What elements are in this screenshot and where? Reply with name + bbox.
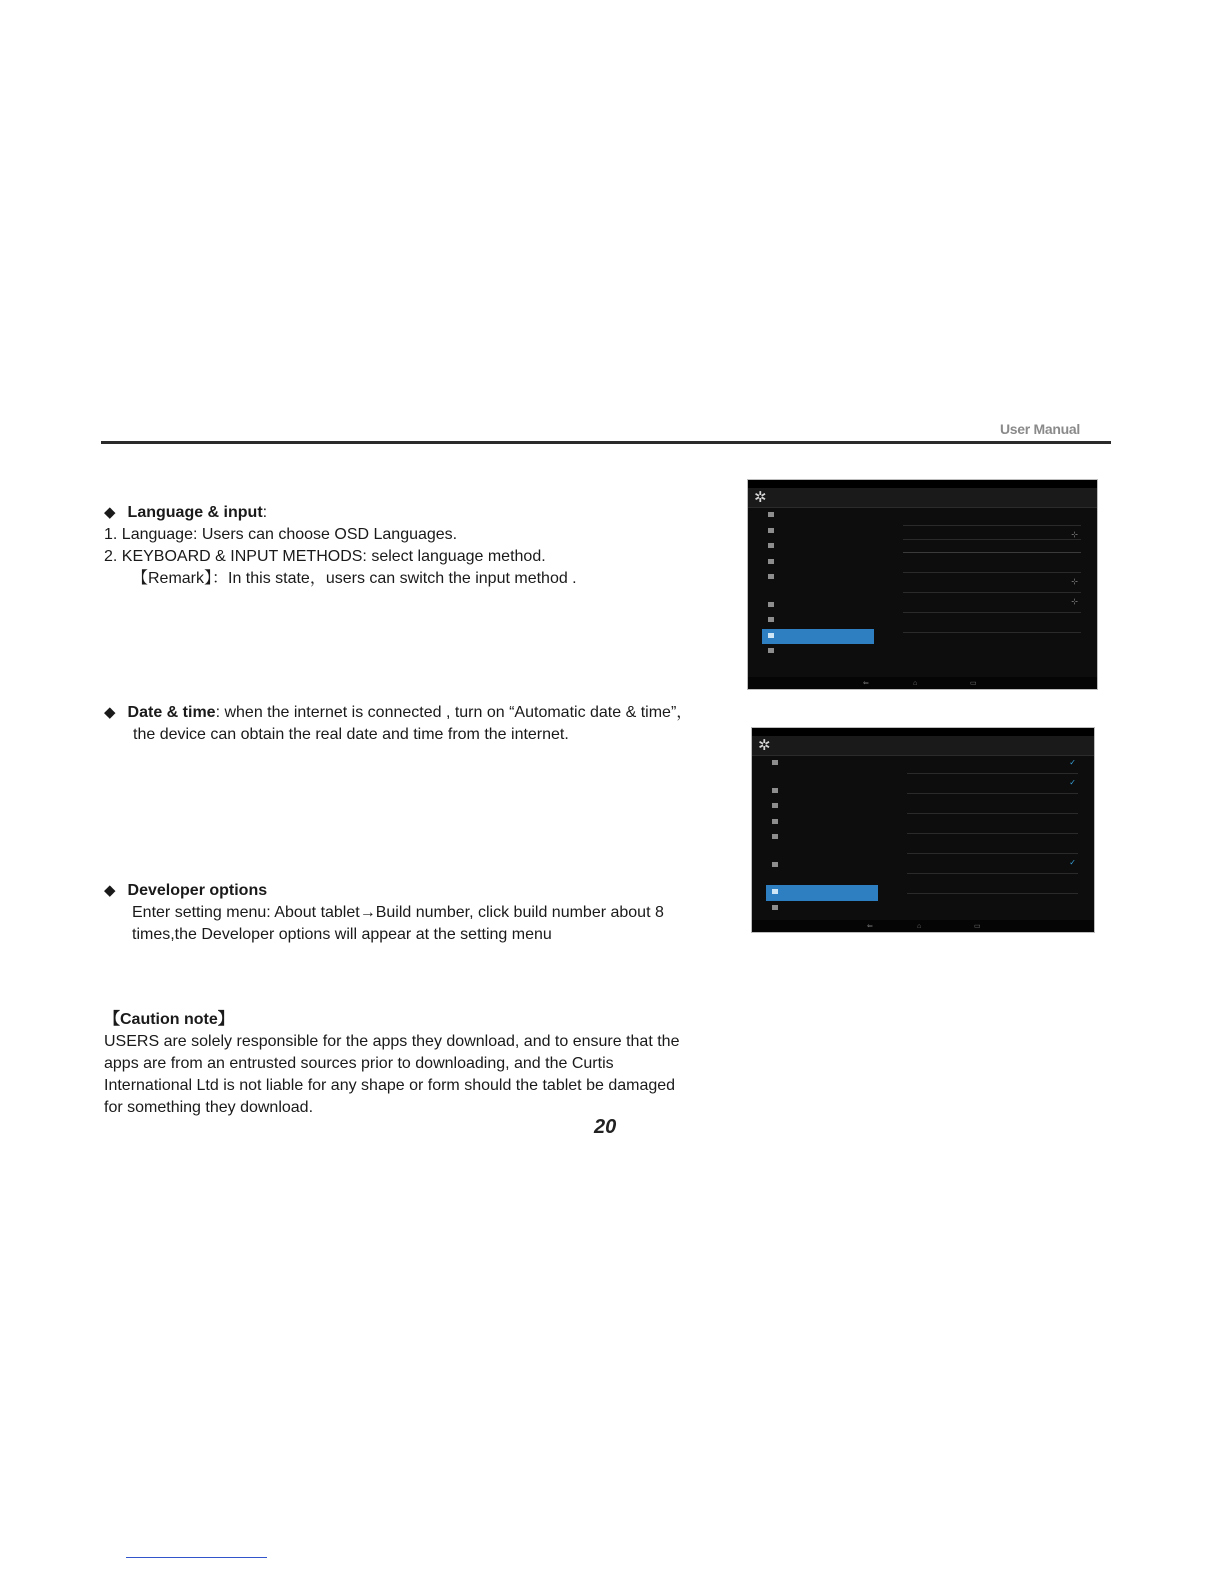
settings-gear-icon: ✲ xyxy=(758,737,771,754)
recent-apps-icon: ▭ xyxy=(970,680,977,687)
home-icon: ⌂ xyxy=(917,923,922,930)
caution-text-2: apps are from an entrusted sources prior to downloading, and the Curtis xyxy=(104,1055,614,1072)
pref-row xyxy=(907,834,1078,854)
menu-item xyxy=(766,815,878,831)
menu-category xyxy=(766,846,878,858)
pref-row xyxy=(907,854,1078,874)
menu-icon xyxy=(768,602,774,607)
bullet-icon: ◆ xyxy=(104,504,116,521)
menu-item xyxy=(762,644,874,660)
back-icon: ⇐ xyxy=(867,923,873,930)
menu-icon xyxy=(772,862,778,867)
pref-summary xyxy=(909,864,1078,870)
section-date xyxy=(104,702,692,746)
status-bar xyxy=(748,480,1097,488)
menu-item xyxy=(762,524,874,540)
menu-category xyxy=(766,772,878,784)
language-remark: 【Remark】：In this state，users can switch the input method . xyxy=(132,570,577,587)
back-icon: ⇐ xyxy=(863,680,869,687)
pref-category xyxy=(903,540,1081,553)
settings-menu xyxy=(762,508,874,660)
pref-row xyxy=(903,553,1081,573)
check-icon: ✓ xyxy=(1069,778,1076,787)
action-bar xyxy=(752,736,1094,756)
menu-item xyxy=(762,555,874,571)
settings-menu xyxy=(766,756,878,916)
nav-bar xyxy=(748,677,1097,689)
menu-icon xyxy=(772,834,778,839)
pref-summary xyxy=(909,824,1078,830)
pref-row xyxy=(907,874,1078,894)
pref-title xyxy=(909,857,1078,864)
pref-title xyxy=(909,777,1078,784)
caution-title: 【Caution note】 xyxy=(104,1011,234,1028)
pref-title xyxy=(909,797,1078,804)
developer-heading xyxy=(104,880,664,902)
bullet-icon: ◆ xyxy=(104,704,116,721)
date-text-1: : when the internet is connected , turn on “Automatic date & time”， xyxy=(215,704,693,721)
pref-summary xyxy=(909,784,1078,790)
pref-title xyxy=(905,576,1081,583)
pref-summary xyxy=(905,583,1081,589)
pref-summary xyxy=(909,884,1078,890)
menu-item xyxy=(766,901,878,917)
menu-item xyxy=(762,508,874,524)
bullet-icon: ◆ xyxy=(104,882,116,899)
screenshot-language-settings xyxy=(748,480,1097,689)
header-rule xyxy=(101,441,1111,444)
menu-icon xyxy=(772,889,778,894)
pref-summary xyxy=(909,764,1078,770)
section-caution xyxy=(104,1009,679,1119)
language-item-2: 2. KEYBOARD & INPUT METHODS: select language method. xyxy=(104,548,546,565)
pref-title xyxy=(905,596,1081,603)
header-label: User Manual xyxy=(1000,421,1080,437)
menu-icon xyxy=(768,617,774,622)
menu-icon xyxy=(768,512,774,517)
menu-item xyxy=(762,613,874,629)
date-line-1 xyxy=(104,702,692,724)
footer-link-underline xyxy=(126,1557,267,1558)
section-developer xyxy=(104,880,664,946)
developer-text-2: times,the Developer options will appear at the setting menu xyxy=(132,926,552,943)
language-item-1: 1. Language: Users can choose OSD Languages. xyxy=(104,526,458,543)
pref-title xyxy=(909,757,1078,764)
settings-icon: ⊹ xyxy=(1071,597,1078,606)
pref-title xyxy=(905,616,1081,623)
settings-detail xyxy=(907,754,1078,894)
pref-row xyxy=(903,526,1081,540)
action-bar xyxy=(748,488,1097,508)
settings-icon: ⊹ xyxy=(1071,577,1078,586)
menu-category xyxy=(766,873,878,885)
settings-icon: ⊹ xyxy=(1071,530,1078,539)
settings-detail xyxy=(903,506,1081,633)
menu-icon xyxy=(772,803,778,808)
recent-apps-icon: ▭ xyxy=(974,923,981,930)
menu-icon xyxy=(772,760,778,765)
pref-summary xyxy=(909,844,1078,850)
pref-summary xyxy=(909,804,1078,810)
menu-item xyxy=(766,830,878,846)
pref-row xyxy=(907,814,1078,834)
menu-category xyxy=(762,586,874,598)
menu-item xyxy=(762,598,874,614)
pref-title xyxy=(909,877,1078,884)
caution-text-4: for something they download. xyxy=(104,1099,314,1116)
screenshot-date-settings xyxy=(752,728,1094,932)
menu-icon xyxy=(772,819,778,824)
pref-title xyxy=(909,837,1078,844)
menu-item xyxy=(766,858,878,874)
menu-icon xyxy=(772,788,778,793)
pref-row xyxy=(903,506,1081,526)
status-bar xyxy=(752,728,1094,736)
developer-text-1: Enter setting menu: About tablet→Build number, click build number about 8 xyxy=(132,904,664,921)
menu-item xyxy=(766,756,878,772)
pref-row xyxy=(907,754,1078,774)
menu-icon xyxy=(768,648,774,653)
pref-summary xyxy=(905,623,1081,629)
settings-gear-icon: ✲ xyxy=(754,489,767,506)
pref-summary xyxy=(905,603,1081,609)
nav-bar xyxy=(752,920,1094,932)
menu-item xyxy=(762,570,874,586)
menu-icon xyxy=(768,633,774,638)
menu-icon xyxy=(768,559,774,564)
check-icon: ✓ xyxy=(1069,858,1076,867)
developer-title: Developer options xyxy=(127,882,268,899)
page-number: 20 xyxy=(594,1116,617,1138)
date-text-2: the device can obtain the real date and time from the internet. xyxy=(133,726,569,743)
language-heading xyxy=(104,502,577,524)
section-language xyxy=(104,502,577,590)
caution-text-3: International Ltd is not liable for any shape or form should the tablet be damaged xyxy=(104,1077,676,1094)
pref-title xyxy=(905,556,1081,563)
menu-item xyxy=(766,799,878,815)
pref-row xyxy=(907,774,1078,794)
date-title: Date & time xyxy=(127,704,216,721)
caution-text-1: USERS are solely responsible for the apps they download, and to ensure that the xyxy=(104,1033,680,1050)
pref-summary xyxy=(905,563,1081,569)
menu-item xyxy=(766,784,878,800)
check-icon: ✓ xyxy=(1069,758,1076,767)
menu-icon xyxy=(768,543,774,548)
pref-title xyxy=(909,817,1078,824)
menu-item-selected xyxy=(762,629,874,645)
menu-icon xyxy=(768,528,774,533)
language-title: Language & input xyxy=(127,504,263,521)
menu-icon xyxy=(772,905,778,910)
pref-row xyxy=(903,613,1081,633)
menu-icon xyxy=(768,574,774,579)
pref-row xyxy=(903,573,1081,593)
menu-item xyxy=(762,539,874,555)
pref-title xyxy=(905,529,1081,536)
menu-item-selected xyxy=(766,885,878,901)
pref-title xyxy=(905,509,1081,516)
pref-summary xyxy=(905,516,1081,522)
language-title-suffix: : xyxy=(262,504,268,521)
home-icon: ⌂ xyxy=(913,680,918,687)
pref-row xyxy=(903,593,1081,613)
pref-row xyxy=(907,794,1078,814)
